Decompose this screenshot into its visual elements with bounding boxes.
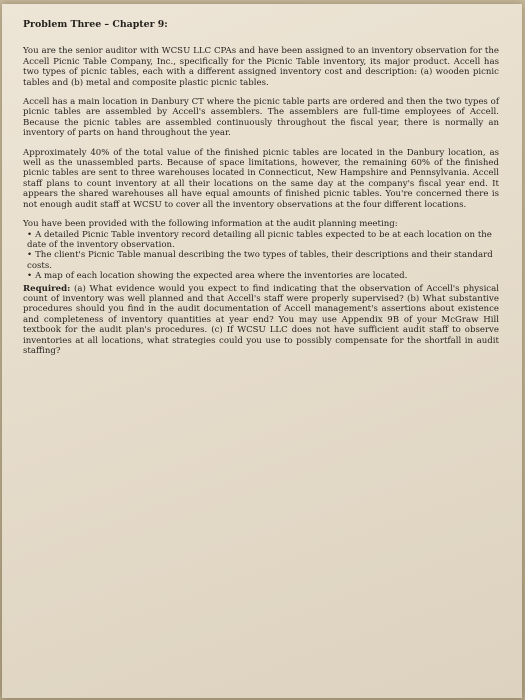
list-item: • A detailed Picnic Table inventory record detailing all picnic tables expected to be at each location on the date of the inventory observation. — [23, 230, 499, 251]
required-text: (a) What evidence would you expect to find indicating that the observation of Accell's physical count of inventory was well planned and that Accell's staff were properly supervised? (b) What substantive procedures should you find in the audit documentation of Accell management's assertions about existence and completeness of inventory quantities at year end? You may use Appendix 9B of your McGraw Hill textbook for the audit plan's procedures. (c) If WCSU LLC does not have sufficient audit staff to observe inventories at all locations, what strategies could you use to possibly compensate for the shortfall in audit staffing? — [23, 283, 499, 356]
required-section — [23, 284, 499, 357]
paragraph-intro: You are the senior auditor with WCSU LLC CPAs and have been assigned to an inventory observation for the Accell Picnic Table Company, Inc., specifically for the Picnic Table inventory, its major product. Accell has two types of picnic tables, each with a different assigned inventory cost and description: (a) wooden picnic tables and (b) metal and composite plastic picnic tables. — [23, 46, 499, 88]
info-section — [23, 219, 499, 281]
required-label: Required: — [23, 283, 71, 294]
info-list — [23, 230, 499, 282]
info-list-intro: You have been provided with the following information at the audit planning meeting: — [23, 219, 398, 230]
paragraph-inventory-split: Approximately 40% of the total value of the finished picnic tables are located in the Danbury location, as well as the unassembled parts. Because of space limitations, however, the remaining 60% of the finished picnic tables are sent to three warehouses located in Connecticut, New Hampshire and Pennsylvania. Accell staff plans to count inventory at all their locations on the same day at the company's fiscal year end. It appears the shared warehouses all have equal amounts of finished picnic tables. You're concerned there is not enough audit staff at WCSU to cover all the inventory observations at the four different locations. — [23, 147, 499, 210]
paragraph-location: Accell has a main location in Danbury CT where the picnic table parts are ordered and then the two types of picnic tables are assembled by Accell's assemblers. The assemblers are full-time employees of Accell. Because the picnic tables are assembled continuously throughout the fiscal year, there is normally an inventory of parts on hand throughout the year. — [23, 97, 499, 139]
list-item: • The client's Picnic Table manual describing the two types of tables, their descriptions and their standard costs. — [23, 250, 499, 271]
list-item: • A map of each location showing the expected area where the inventories are located. — [23, 271, 499, 281]
document-body — [23, 20, 499, 365]
problem-title: Problem Three – Chapter 9: — [23, 19, 168, 30]
paper-sheet — [2, 4, 522, 698]
